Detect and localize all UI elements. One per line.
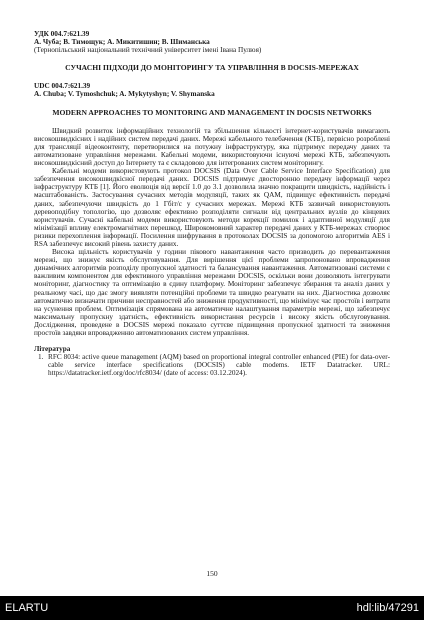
page-number: 150 xyxy=(206,569,218,578)
body-paragraph-1: Швидкий розвиток інформаційних технологій та збільшення кількості інтернет-користувачів вимагають високошвидкісних і надійних систем передачі даних. Мережі кабельного телебачення (КТБ), первісно розроблені для трансляції відеоконтенту, перетворилися на потужну інфраструктуру, яка підтримує передачу даних та автоматизоване управління мережами. Кабельні модеми, використовуючи існуючі мережі КТБ, забезпечують високошвидкісний доступ до Інтернету та є складовою для інтегрованих систем моніторингу. xyxy=(34,126,390,168)
ua-authors: А. Чуба; В. Тимощук; А. Микитишин; В. Шиманська xyxy=(34,38,210,47)
references-title: Література xyxy=(34,345,71,354)
en-authors: A. Chuba; V. Tymoshchuk; A. Mykytyshyn; V. Shymanska xyxy=(34,90,215,99)
references-list xyxy=(34,353,390,377)
reference-number: 1. xyxy=(38,353,44,362)
ua-udk: УДК 004.7:621.39 xyxy=(34,30,90,38)
article-content xyxy=(34,30,390,377)
ua-title: СУЧАСНІ ПІДХОДИ ДО МОНІТОРИНГУ ТА УПРАВЛІННЯ В DOCSIS-МЕРЕЖАХ xyxy=(65,63,359,73)
reference-item xyxy=(34,353,390,377)
body-paragraph-2: Кабельні модеми використовують протокол DOCSIS (Data Over Cable Service Interface Specification) для забезпечення високошвидкісної передачі даних. DOCSIS підтримує двосторонню передачу інформації через інфраструктуру КТБ [1]. Його еволюція від версії 1.0 до 3.1 дозволила значно покращити швидкість, надійність і масштабованість. Застосування сучасних методів модуляції, таких як QAM, підвищує ефективність передачі даних, забезпечуючи швидкість до 1 Гбіт/с у сучасних мережах. Мережі КТБ зазвичай використовують деревоподібну топологію, що дозволяє ефективно розподіляти сигнали від центральних вузлів до кінцевих користувачів. Сучасні кабельні модеми використовують методи корекції помилок і адаптивної модуляції для мінімізації впливу електромагнітних перешкод. Широкомовний характер передачі даних у КТБ-мережах створює ризики перехоплення інформації. Посилення шифрування в протоколах DOCSIS за допомогою алгоритмів AES і RSA забезпечує високий рівень захисту даних. xyxy=(34,167,390,248)
en-title: MODERN APPROACHES TO MONITORING AND MANAGEMENT IN DOCSIS NETWORKS xyxy=(52,107,372,117)
footer-handle-id[interactable]: hdl:lib/47291 xyxy=(356,602,419,614)
body-paragraph-3: Висока щільність користувачів у години пікового навантаження часто призводить до перевантаження мережі, що знижує якість обслуговування. Для вирішення цієї проблеми запропоновано впровадження динамічних алгоритмів розподілу пропускної здатності та балансування навантаження. Автоматизовані системи є важливим компонентом для ефективного управління мережами DOCSIS, оскільки вони дозволяють інтегрувати моніторинг, діагностику та оптимізацію в єдину платформу. Моніторинг забезпечує збирання та аналіз даних у реальному часі, що дає змогу виявляти потенційні проблеми та швидко реагувати на них. Діагностика дозволяє автоматично визначати причини несправностей або зниження продуктивності, що мінімізує час простоїв і витрати на усунення проблем. Оптимізація спрямована на автоматичне налаштування параметрів мережі, що забезпечує максимальну пропускну здатність, ефективність використання ресурсів і високу якість обслуговування. Дослідження, проведене в DOCSIS мережі показало суттєве підвищення пропускної здатності та зниження простоїв завдяки впровадженню автоматизованих систем управління. xyxy=(34,248,390,337)
en-udc: UDC 004.7:621.39 xyxy=(34,82,91,91)
repository-footer-bar xyxy=(0,596,424,620)
ua-affiliation: (Тернопільський національний технічний університет імені Івана Пулюя) xyxy=(34,46,262,55)
footer-repository-name[interactable]: ELARTU xyxy=(5,602,49,614)
reference-text: RFC 8034: active queue management (AQM) based on proportional integral controller enhanced (PIE) for data-over-cable service interface specifications (DOCSIS) cable modems. IETF Datatracker. URL: https://datatracker.ietf.org/doc/rfc8034/ (date of access: 03.12.2024). xyxy=(48,353,390,378)
